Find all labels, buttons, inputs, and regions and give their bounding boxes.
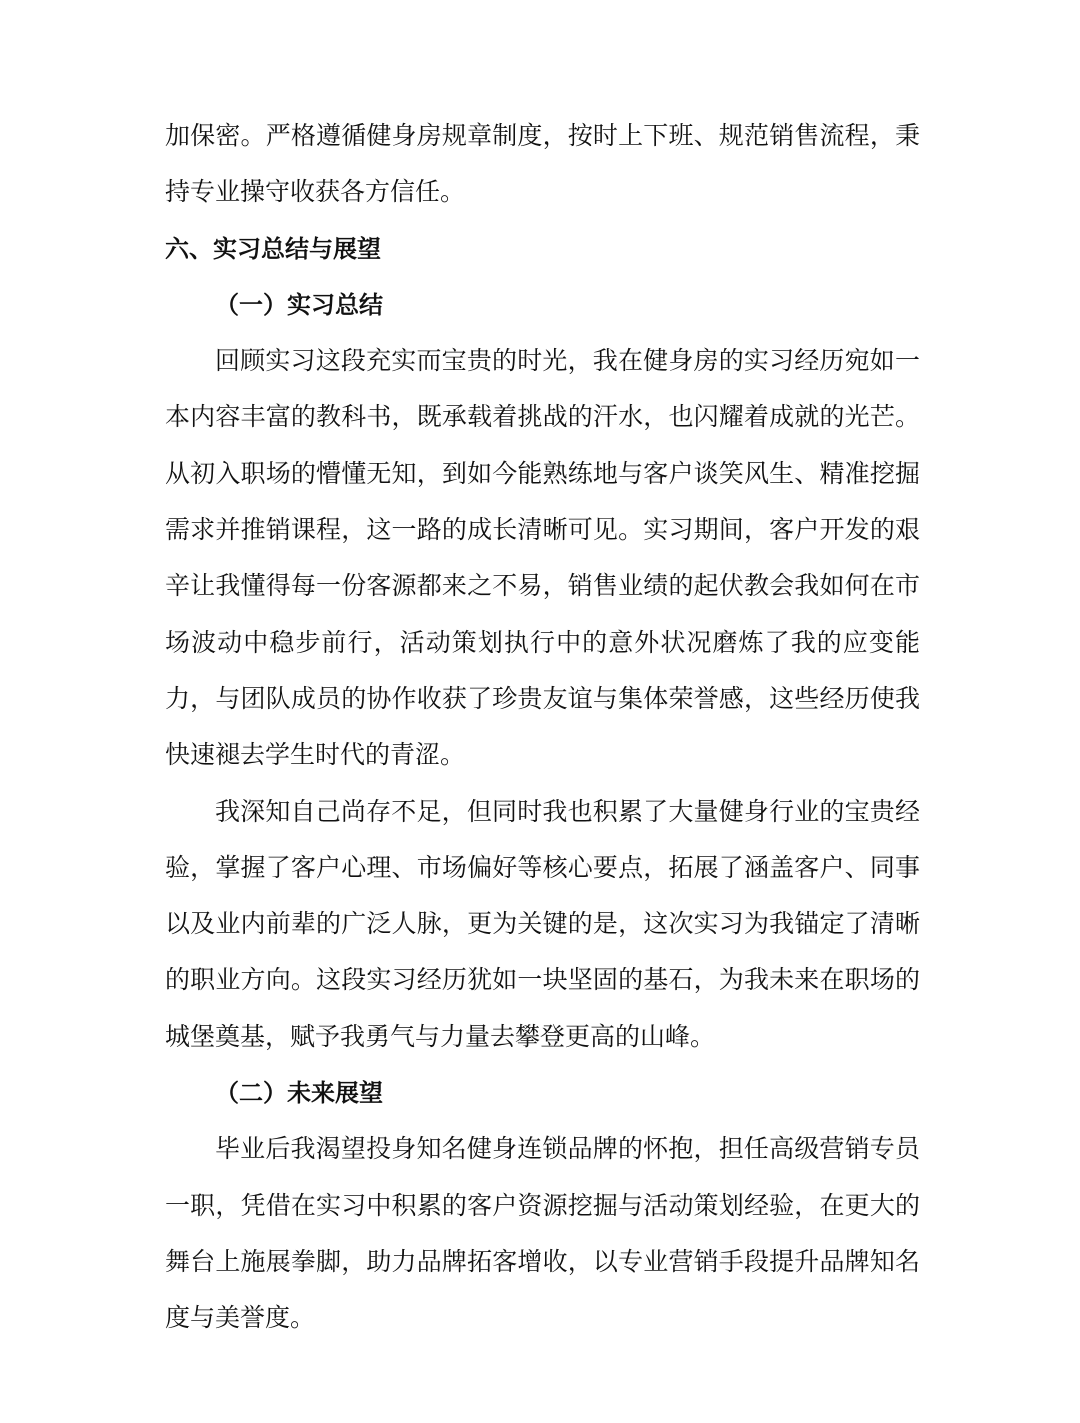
section-heading: 六、实习总结与展望 [165,234,381,263]
subsection-heading-outlook: （二）未来展望 [215,1079,383,1108]
subsection-heading-summary: （一）实习总结 [215,290,383,319]
summary-paragraph-1: 回顾实习这段充实而宝贵的时光，我在健身房的实习经历宛如一本内容丰富的教科书，既承载着挑战的汗水，也闪耀着成就的光芒。从初入职场的懵懂无知，到如今能熟练地与客户谈笑风生、精准挖掘需求并推销课程，这一路的成长清晰可见。实习期间，客户开发的艰辛让我懂得每一份客源都来之不易，销售业绩的起伏教会我如何在市场波动中稳步前行，活动策划执行中的意外状况磨炼了我的应变能力，与团队成员的协作收获了珍贵友谊与集体荣誉感，这些经历使我快速褪去学生时代的青涩。 [165,346,920,770]
document-body [165,108,920,1347]
summary-paragraph-2: 我深知自己尚存不足，但同时我也积累了大量健身行业的宝贵经验，掌握了客户心理、市场偏好等核心要点，拓展了涵盖客户、同事以及业内前辈的广泛人脉，更为关键的是，这次实习为我锚定了清晰的职业方向。这段实习经历犹如一块坚固的基石，为我未来在职场的城堡奠基，赋予我勇气与力量去攀登更高的山峰。 [165,796,920,1051]
intro-paragraph: 加保密。严格遵循健身房规章制度，按时上下班、规范销售流程，秉持专业操守收获各方信任。 [165,121,920,207]
outlook-paragraph-1: 毕业后我渴望投身知名健身连锁品牌的怀抱，担任高级营销专员一职，凭借在实习中积累的客户资源挖掘与活动策划经验，在更大的舞台上施展拳脚，助力品牌拓客增收，以专业营销手段提升品牌知名度与美誉度。 [165,1134,920,1333]
